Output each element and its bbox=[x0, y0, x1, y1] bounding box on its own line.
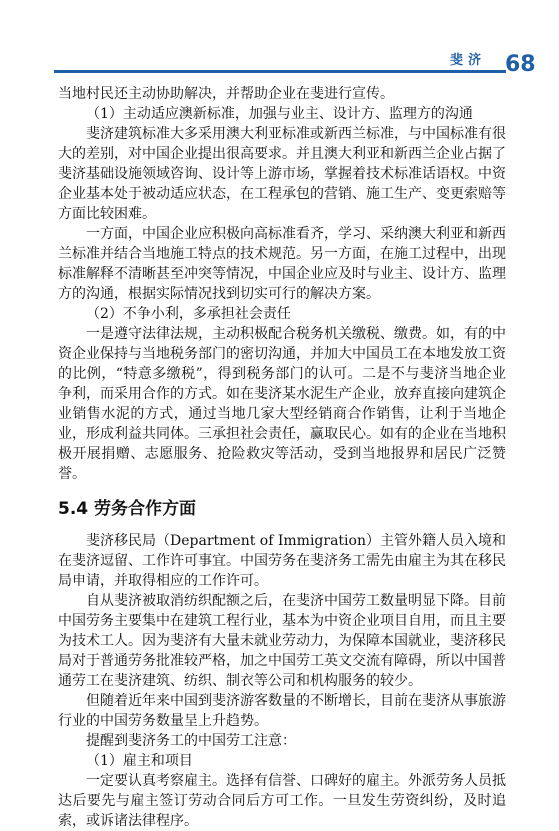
paragraph: 斐济建筑标准大多采用澳大利亚标准或新西兰标准，与中国标准有很大的差别，对中国企业提出很高要求。并且澳大利亚和新西兰企业占据了斐济基础设施领域咨询、设计等上游市场，掌握着技术标准话语权。中资企业基本处于被动适应状态，在工程承包的营销、施工生产、变更索赔等方面比较困难。 bbox=[58, 126, 506, 222]
paragraph: 但随着近年来中国到斐济游客数量的不断增长，目前在斐济从事旅游行业的中国劳务数量呈上升趋势。 bbox=[58, 693, 506, 729]
paragraph: 提醒到斐济务工的中国劳工注意： bbox=[86, 733, 296, 749]
subheading: （1）雇主和项目 bbox=[86, 753, 193, 769]
paragraph: 一定要认真考察雇主。选择有信誉、口碑好的雇主。外派劳务人员抵达后要先与雇主签订劳动合同后方可工作。一旦发生劳资纠纷，及时追索，或诉诸法律程序。 bbox=[58, 773, 506, 829]
header-rule bbox=[54, 70, 506, 73]
subheading: （1）主动适应澳新标准，加强与业主、设计方、监理方的沟通 bbox=[86, 106, 473, 122]
paragraph: 一方面，中国企业应积极向高标准看齐，学习、采纳澳大利亚和新西兰标准并结合当地施工特点的技术规范。另一方面，在施工过程中，出现标准解释不清晰甚至冲突等情况，中国企业应及时与业主、设计方、监理方的沟通，根据实际情况找到切实可行的解决方案。 bbox=[58, 226, 506, 302]
page-number: 68 bbox=[505, 52, 536, 77]
running-header-country: 斐济 bbox=[450, 53, 487, 68]
page-body bbox=[58, 84, 506, 831]
paragraph: 一是遵守法律法规，主动积极配合税务机关缴税、缴费。如，有的中资企业保持与当地税务部门的密切沟通，并加大中国员工在本地发放工资的比例，“特意多缴税”，得到税务部门的认可。二是不与斐济当地企业争利，而采用合作的方式。如在斐济某水泥生产企业，放弃直接向建筑企业销售水泥的方式，通过当地几家大型经销商合作销售，让利于当地企业，形成利益共同体。三承担社会责任，赢取民心。如有的企业在当地积极开展捐赠、志愿服务、抢险救灾等活动，受到当地报界和居民广泛赞誉。 bbox=[58, 326, 506, 482]
paragraph: 斐济移民局（Department of Immigration）主管外籍人员入境和在斐济逗留、工作许可事宜。中国劳务在斐济务工需先由雇主为其在移民局申请，并取得相应的工作许可。 bbox=[58, 533, 506, 589]
paragraph: 自从斐济被取消纺织配额之后，在斐济中国劳工数量明显下降。目前中国劳务主要集中在建筑工程行业，基本为中资企业项目自用，而且主要为技术工人。因为斐济有大量未就业劳动力，为保障本国就业，斐济移民局对于普通劳务批准较严格，加之中国劳工英文交流有障碍，所以中国普通劳工在斐济建筑、纺织、制衣等公司和机构服务的较少。 bbox=[58, 593, 506, 689]
section-heading: 5.4 劳务合作方面 bbox=[58, 499, 197, 519]
paragraph: 当地村民还主动协助解决，并帮助企业在斐进行宣传。 bbox=[58, 86, 394, 102]
subheading: （2）不争小利，多承担社会责任 bbox=[86, 306, 291, 322]
